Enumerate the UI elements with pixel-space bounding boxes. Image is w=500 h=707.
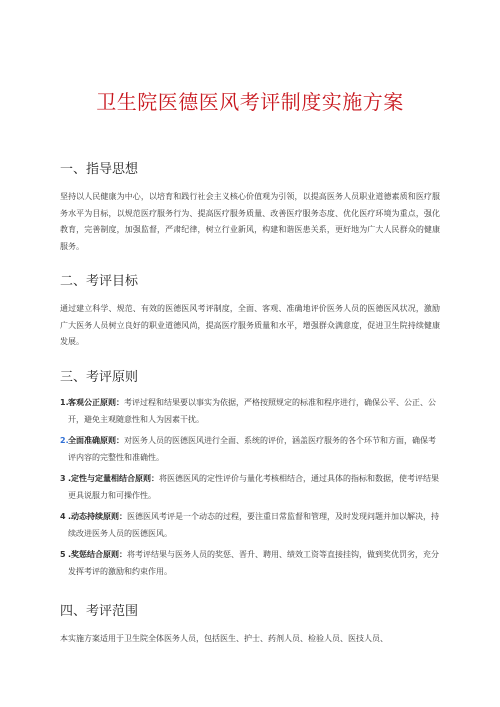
section-evaluation-goals — [60, 270, 440, 351]
principles-list — [60, 395, 440, 580]
list-item — [60, 395, 440, 428]
section-paragraph: 通过建立科学、规范、有效的医德医风考评制度，全面、客观、准确地评价医务人员的医德医风状况，激励广大医务人员树立良好的职业道德风尚，提高医疗服务质量和水平，增强群众满意度，促进卫生院持续健康发展。 — [60, 304, 440, 346]
section-heading: 一、指导思想 — [60, 162, 139, 177]
item-number: 5 — [60, 550, 66, 559]
section-paragraph: 坚持以人民健康为中心，以培育和践行社会主义核心价值观为引领，以提高医务人员职业道德素质和医疗服务水平为目标，以规范医疗服务行为、提高医疗服务质量、改善医疗服务态度、优化医疗环境为重点，强化教育，完善制度，加强监督，严肃纪律，树立行业新风，构建和谐医患关系，更好地为广大人民群众的健康服务。 — [60, 192, 440, 251]
item-number: 3 — [60, 474, 66, 483]
item-lead: .奖惩结合原则： — [68, 550, 128, 559]
item-text: 对医务人员的医德医风进行全面、系统的评价，涵盖医疗服务的各个环节和方面，确保考评内容的完整性和准确性。 — [68, 436, 436, 462]
item-text: 将考评结果与医务人员的奖惩、晋升、聘用、绩效工资等直接挂钩，做到奖优罚劣，充分发挥考评的激励和约束作用。 — [68, 550, 440, 576]
list-item — [60, 471, 440, 504]
item-number: 1. — [60, 398, 69, 407]
section-paragraph: 本实施方案适用于卫生院全体医务人员，包括医生、护士、药剂人员、检验人员、医技人员、 — [60, 634, 388, 643]
list-item — [60, 433, 440, 466]
item-text: 医德医风考评是一个动态的过程，要注重日常监督和管理，及时发现问题并加以解决，持续改进医务人员的医德医风。 — [68, 512, 440, 538]
list-item — [60, 509, 440, 542]
section-evaluation-principles — [60, 366, 440, 580]
item-lead: .定性与定量相结合原则： — [68, 474, 160, 483]
item-text: 将医德医风的定性评价与量化考核相结合，通过具体的指标和数据，使考评结果更具说服力和可操作性。 — [68, 474, 440, 500]
item-number: 4 — [60, 512, 66, 521]
section-heading: 二、考评目标 — [60, 274, 139, 289]
section-heading: 四、考评范围 — [60, 604, 139, 619]
section-heading: 三、考评原则 — [60, 370, 139, 385]
list-item — [60, 547, 440, 580]
item-lead: .动态持续原则： — [68, 512, 128, 521]
document-title: 卫生院医德医风考评制度实施方案 — [96, 90, 404, 114]
item-number: 2. — [60, 436, 69, 445]
section-guiding-ideology — [60, 158, 440, 255]
item-text: 考评过程和结果要以事实为依据，严格按照规定的标准和程序进行，确保公平、公正、公开，避免主观随意性和人为因素干扰。 — [68, 398, 436, 424]
section-evaluation-scope — [60, 600, 440, 648]
item-lead: 客观公正原则： — [68, 398, 124, 407]
item-lead: 全面准确原则： — [68, 436, 124, 445]
